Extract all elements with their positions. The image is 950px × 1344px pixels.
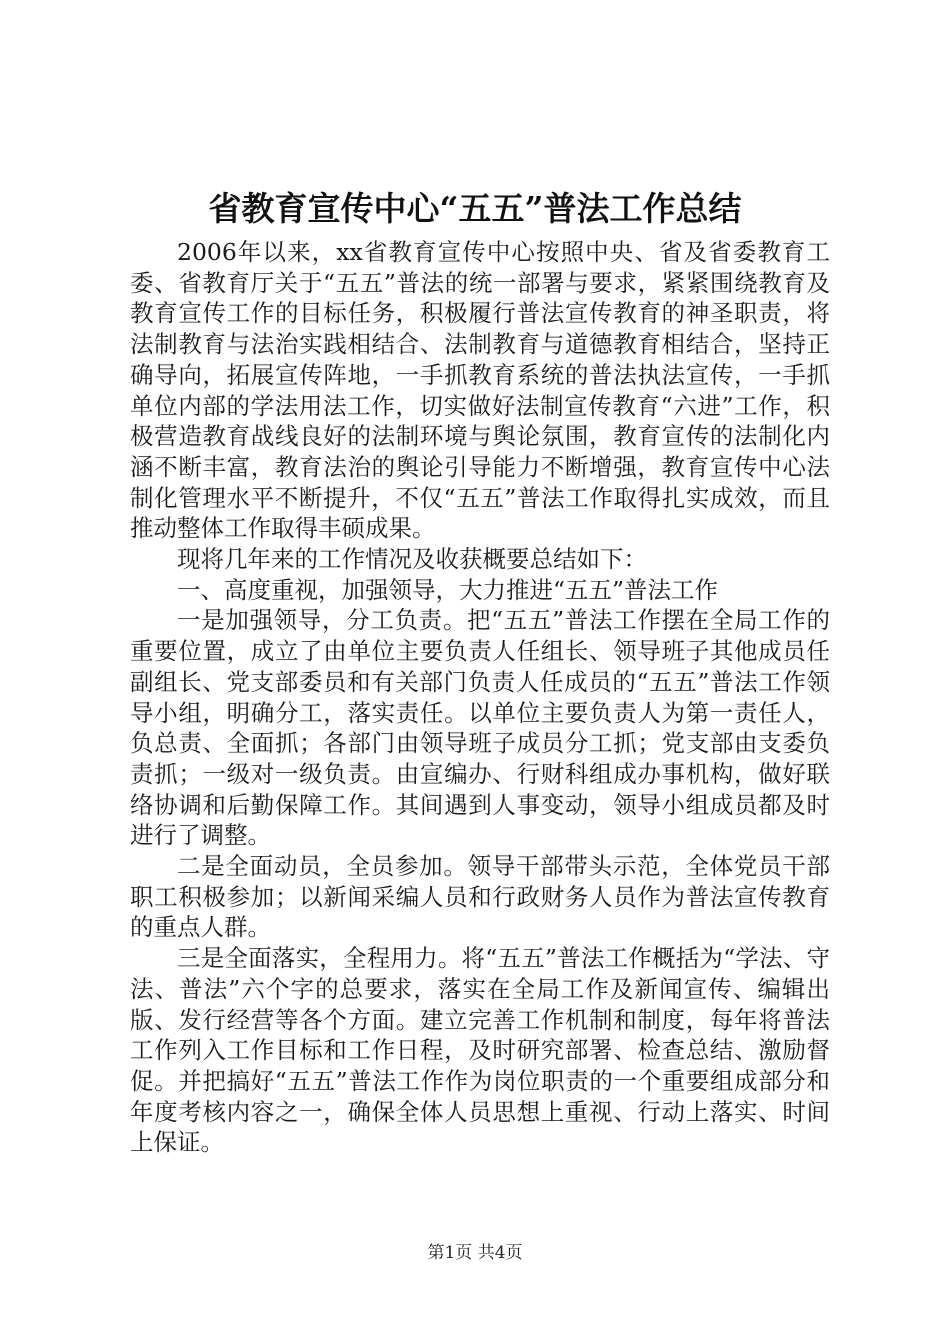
section-heading-1: 一、高度重视，加强领导，大力推进“五五”普法工作 (177, 575, 719, 604)
document-body (130, 237, 830, 1158)
paragraph-point-3: 三是全面落实，全程用力。将“五五”普法工作概括为“学法、守法、普法”六个字的总要求，落实在全局工作及新闻宣传、编辑出版、发行经营等各个方面。建立完善工作机制和制度，每年将普法工作列入工作目标和工作日程，及时研究部署、检查总结、激励督促。并把搞好“五五”普法工作作为岗位职责的一个重要组成部分和年度考核内容之一，确保全体人员思想上重视、行动上落实、时间上保证。 (130, 944, 830, 1157)
paragraph-point-2: 二是全面动员，全员参加。领导干部带头示范，全体党员干部职工积极参加；以新闻采编人员和行政财务人员作为普法宣传教育的重点人群。 (130, 852, 830, 942)
document-title: 省教育宣传中心“五五”普法工作总结 (208, 189, 742, 228)
paragraph-summary-lead: 现将几年来的工作情况及收获概要总结如下： (177, 545, 647, 574)
paragraph-intro: 2006年以来，xx省教育宣传中心按照中央、省及省委教育工委、省教育厅关于“五五”普法的统一部署与要求，紧紧围绕教育及教育宣传工作的目标任务，积极履行普法宣传教育的神圣职责，将法制教育与法治实践相结合、法制教育与道德教育相结合，坚持正确导向，拓展宣传阵地，一手抓教育系统的普法执法宣传，一手抓单位内部的学法用法工作，切实做好法制宣传教育“六进”工作，积极营造教育战线良好的法制环境与舆论氛围，教育宣传的法制化内涵不断丰富，教育法治的舆论引导能力不断增强，教育宣传中心法制化管理水平不断提升，不仅“五五”普法工作取得扎实成效，而且推动整体工作取得丰硕成果。 (130, 238, 830, 543)
page-number: 第1页 共4页 (427, 1243, 523, 1263)
paragraph-point-1: 一是加强领导，分工负责。把“五五”普法工作摆在全局工作的重要位置，成立了由单位主要负责人任组长、领导班子其他成员任副组长、党支部委员和有关部门负责人任成员的“五五”普法工作领导小组，明确分工，落实责任。以单位主要负责人为第一责任人，负总责、全面抓；各部门由领导班子成员分工抓；党支部由支委负责抓；一级对一级负责。由宣编办、行财科组成办事机构，做好联络协调和后勤保障工作。其间遇到人事变动，领导小组成员都及时进行了调整。 (130, 606, 830, 850)
